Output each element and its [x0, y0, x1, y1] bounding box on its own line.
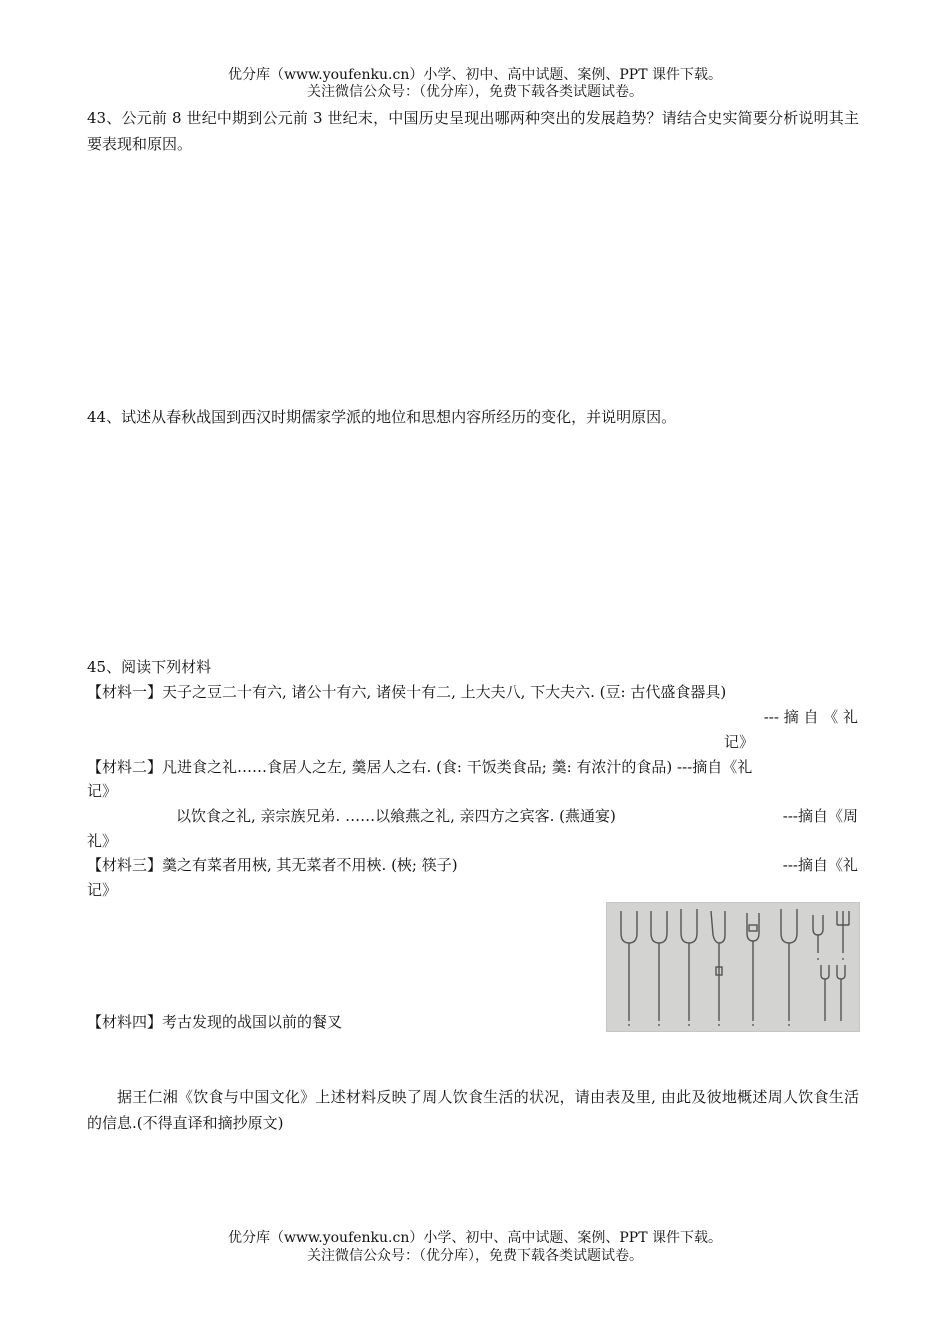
material-3-source: ---摘自《礼 [782, 856, 858, 874]
material-1-source-cont: 记》 [724, 733, 755, 751]
footer-line-1: 优分库（www.youfenku.cn）小学、初中、高中试题、案例、PPT 课件下载。 [227, 1230, 722, 1246]
footer-line-2: 关注微信公众号：（优分库），免费下载各类试题试卷。 [307, 1248, 643, 1264]
question-45-intro: 45、阅读下列材料 [87, 658, 212, 676]
material-2b: 以饮食之礼, 亲宗族兄弟. ……以飨燕之礼, 亲四方之宾客. (燕通宴) [176, 807, 616, 825]
header-line-2: 关注微信公众号：（优分库），免费下载各类试题试卷。 [307, 84, 643, 100]
material-4: 【材料四】考古发现的战国以前的餐叉 [87, 1013, 343, 1031]
material-3-source-cont: 记》 [87, 881, 118, 899]
header-line-1: 优分库（www.youfenku.cn）小学、初中、高中试题、案例、PPT 课件下载。 [227, 67, 722, 83]
material-1-source: --- 摘 自 《 礼 [763, 708, 858, 726]
material-1: 【材料一】天子之豆二十有六, 诸公十有六, 诸侯十有二, 上大夫八, 下大夫六. (豆: 古代盛食器具) [87, 683, 727, 701]
material-2: 【材料二】凡进食之礼……食居人之左, 羹居人之右. (食: 干饭类食品; 羹: 有浓汁的食品) ---摘自《礼 [87, 758, 753, 776]
material-2b-source-cont: 礼》 [87, 832, 118, 850]
material-2b-source: ---摘自《周 [782, 807, 858, 825]
material-3: 【材料三】羹之有菜者用梜, 其无菜者不用梜. (梜; 筷子) [87, 856, 458, 874]
archaeological-forks-photo [606, 902, 860, 1032]
material-2-source-cont: 记》 [87, 782, 118, 800]
question-43: 43、公元前 8 世纪中期到公元前 3 世纪末，中国历史呈现出哪两种突出的发展趋势？请结合史实简要分析说明其主要表现和原因。 [87, 109, 859, 153]
question-44: 44、试述从春秋战国到西汉时期儒家学派的地位和思想内容所经历的变化，并说明原因。 [87, 408, 677, 426]
question-45-prompt: 据王仁湘《饮食与中国文化》上述材料反映了周人饮食生活的状况，请由表及里, 由此及彼地概述周人饮食生活的信息.(不得直译和摘抄原文) [87, 1088, 859, 1132]
